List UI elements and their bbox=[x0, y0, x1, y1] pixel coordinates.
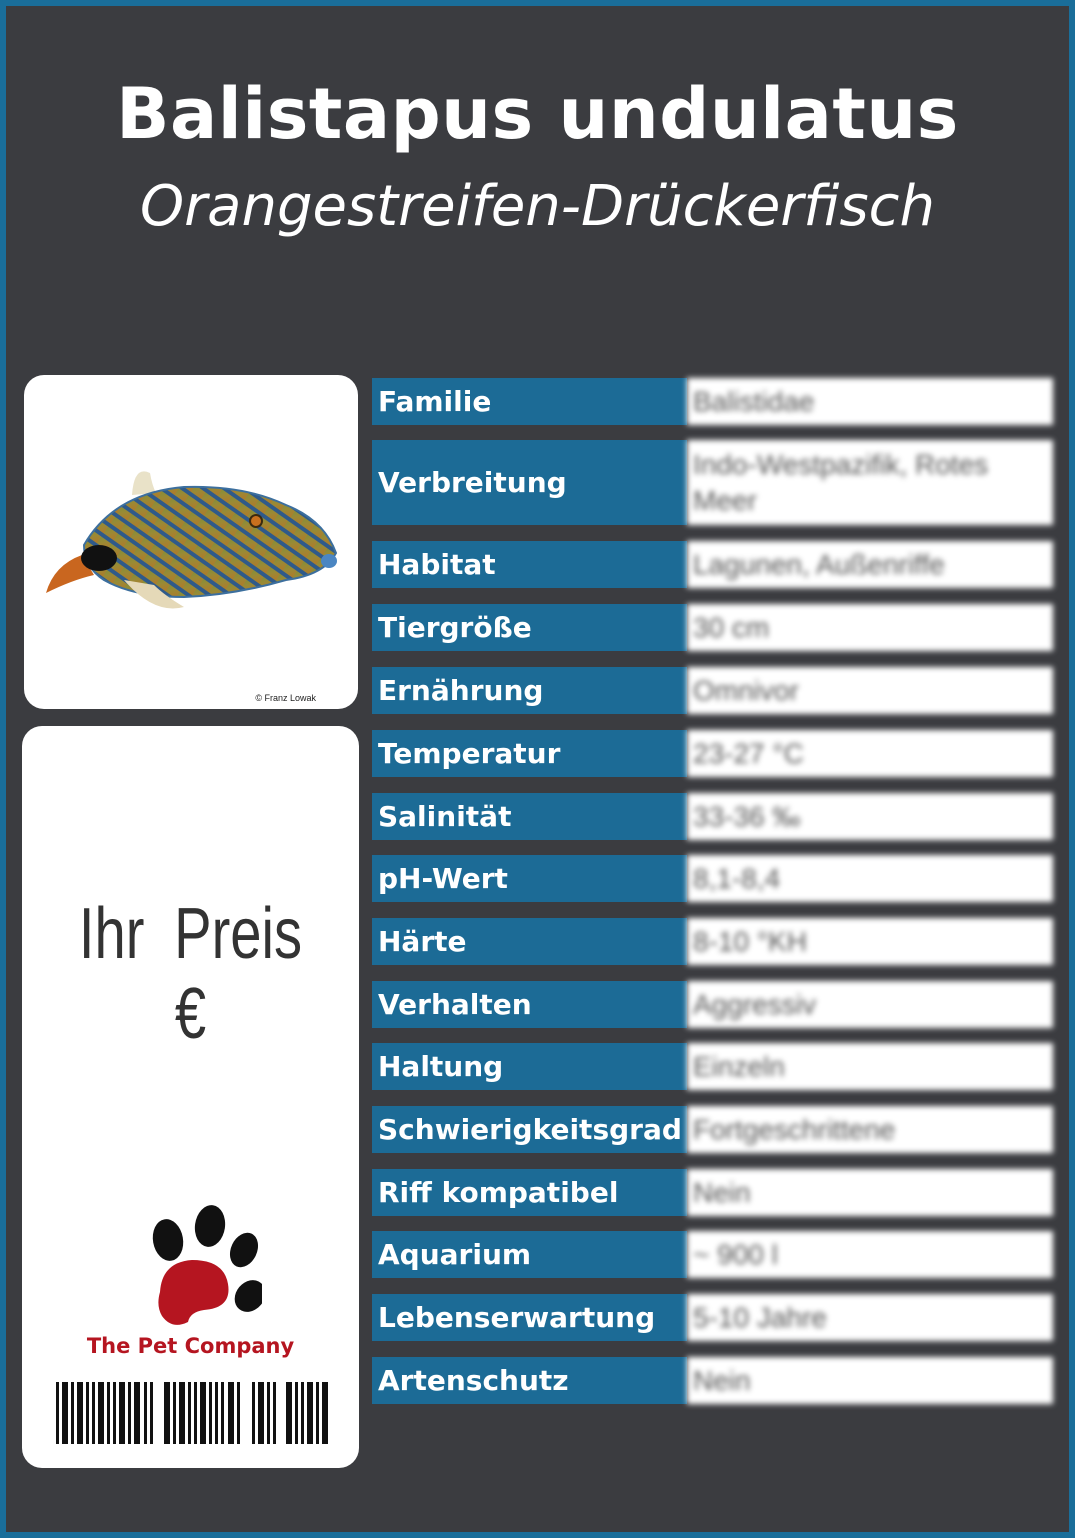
row-label: Temperatur bbox=[372, 730, 687, 777]
table-row bbox=[372, 1106, 1053, 1153]
table-row bbox=[372, 918, 1053, 965]
row-value: Lagunen, Außenriffe bbox=[687, 541, 1053, 588]
row-value: 33-36 ‰ bbox=[687, 793, 1053, 840]
paw-print-icon bbox=[132, 1204, 262, 1334]
fish-photo-box bbox=[24, 375, 358, 709]
page-subtitle: Orangestreifen-Drückerfisch bbox=[140, 174, 935, 239]
price-label: Ihr Preis € bbox=[78, 894, 303, 1054]
row-value: ~ 900 l bbox=[687, 1231, 1053, 1278]
table-row bbox=[372, 378, 1053, 425]
table-row bbox=[372, 855, 1053, 902]
row-label: Verbreitung bbox=[372, 440, 687, 525]
table-row bbox=[372, 604, 1053, 651]
table-row bbox=[372, 1357, 1053, 1404]
table-row bbox=[372, 1043, 1053, 1090]
row-value: Indo-Westpazifik, Rotes Meer bbox=[687, 440, 1053, 525]
row-label: Riff kompatibel bbox=[372, 1169, 687, 1216]
fish-photo bbox=[24, 375, 358, 709]
company-name: The Pet Company bbox=[86, 1334, 295, 1358]
row-label: Härte bbox=[372, 918, 687, 965]
photo-credit: © Franz Lowak bbox=[255, 693, 316, 703]
row-label: Lebenserwartung bbox=[372, 1294, 687, 1341]
row-label: Verhalten bbox=[372, 981, 687, 1028]
row-label: Haltung bbox=[372, 1043, 687, 1090]
table-row bbox=[372, 1231, 1053, 1278]
row-value: Nein bbox=[687, 1357, 1053, 1404]
row-value: 30 cm bbox=[687, 604, 1053, 651]
fish-eye bbox=[250, 515, 262, 527]
row-label: Aquarium bbox=[372, 1231, 687, 1278]
row-value: Nein bbox=[687, 1169, 1053, 1216]
table-row bbox=[372, 667, 1053, 714]
fish-mouth bbox=[321, 554, 337, 568]
row-value: Fortgeschrittene bbox=[687, 1106, 1053, 1153]
fish-black-patch bbox=[81, 545, 117, 571]
table-row bbox=[372, 793, 1053, 840]
page-title: Balistapus undulatus bbox=[116, 73, 959, 155]
table-row bbox=[372, 981, 1053, 1028]
row-label: Ernährung bbox=[372, 667, 687, 714]
row-value: Balistidae bbox=[687, 378, 1053, 425]
row-label: Tiergröße bbox=[372, 604, 687, 651]
row-value: Einzeln bbox=[687, 1043, 1053, 1090]
row-label: Habitat bbox=[372, 541, 687, 588]
table-row bbox=[372, 1169, 1053, 1216]
row-label: Familie bbox=[372, 378, 687, 425]
barcode-icon bbox=[56, 1382, 332, 1444]
dorsal-fin bbox=[132, 471, 156, 495]
table-row bbox=[372, 440, 1053, 525]
row-label: Schwierigkeitsgrad bbox=[372, 1106, 687, 1153]
row-label: Artenschutz bbox=[372, 1357, 687, 1404]
price-box bbox=[22, 726, 359, 1468]
table-row bbox=[372, 730, 1053, 777]
table-row bbox=[372, 541, 1053, 588]
row-label: pH-Wert bbox=[372, 855, 687, 902]
row-value: 8,1-8,4 bbox=[687, 855, 1053, 902]
row-value: 8-10 °KH bbox=[687, 918, 1053, 965]
table-row bbox=[372, 1294, 1053, 1341]
row-value: Aggressiv bbox=[687, 981, 1053, 1028]
row-value: 5-10 Jahre bbox=[687, 1294, 1053, 1341]
fish-body bbox=[84, 487, 336, 597]
row-value: 23-27 °C bbox=[687, 730, 1053, 777]
row-value: Omnivor bbox=[687, 667, 1053, 714]
row-label: Salinität bbox=[372, 793, 687, 840]
